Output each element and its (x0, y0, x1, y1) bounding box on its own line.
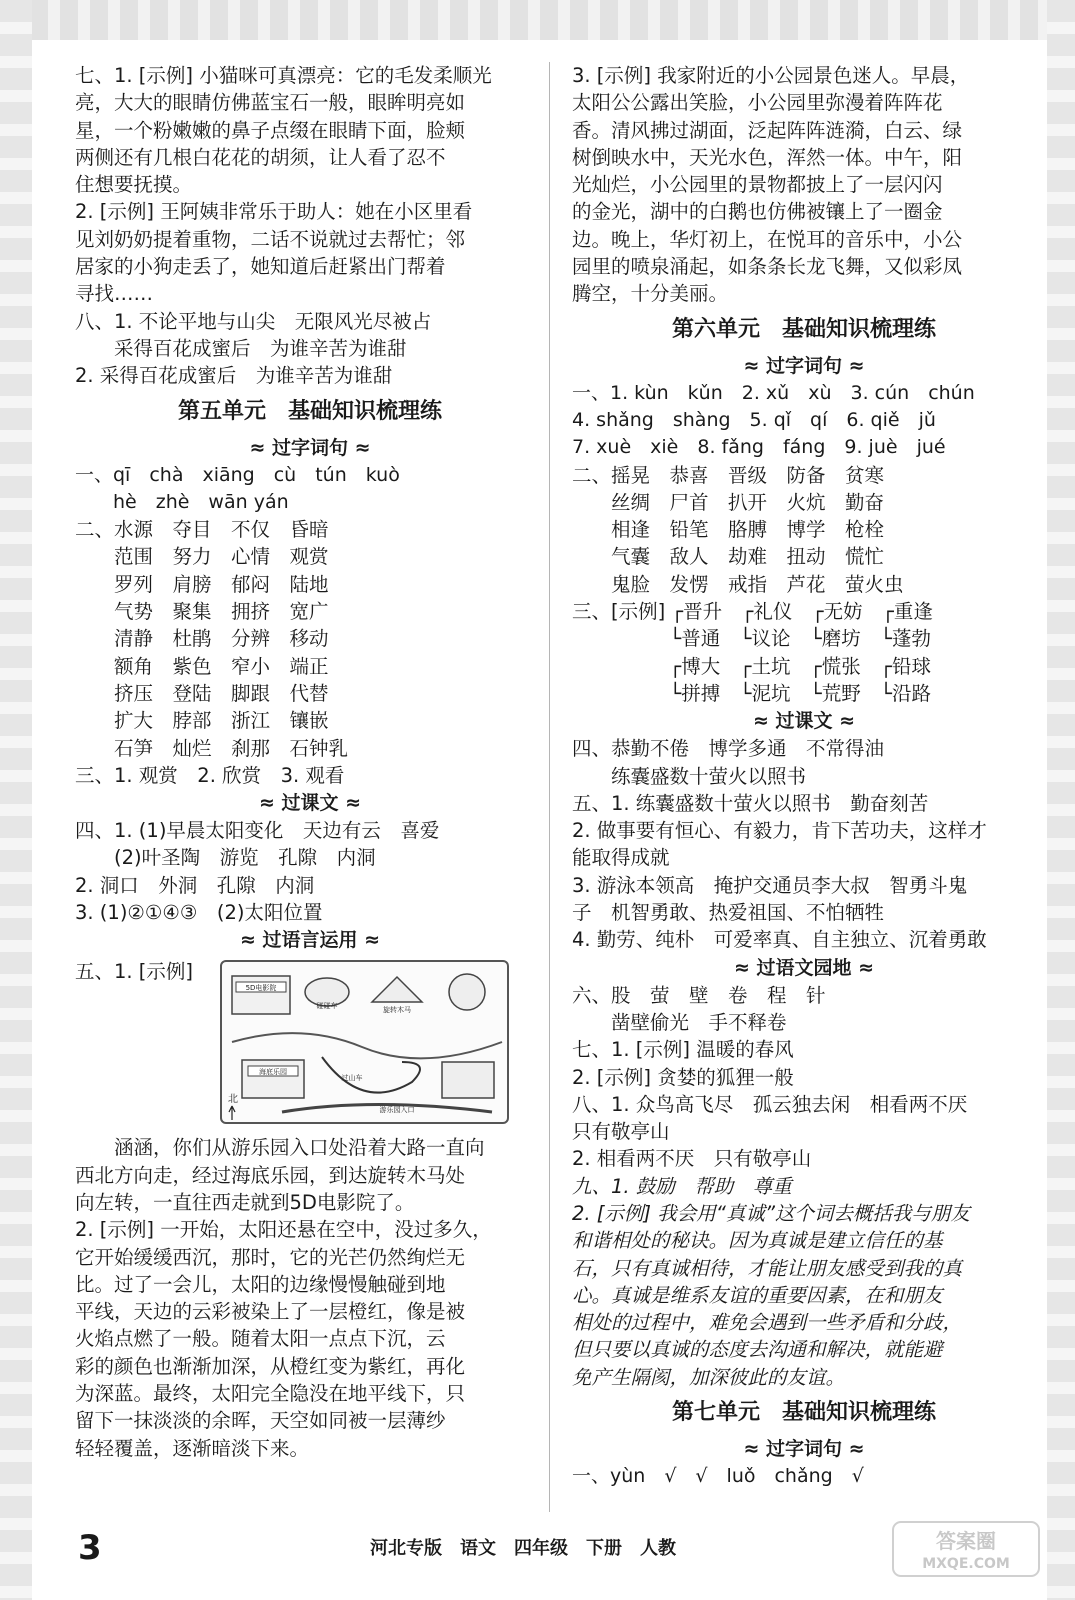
section-heading-text: ≈ 过课文 ≈ (752, 710, 856, 733)
text-line: 八、1. 众鸟高飞尽 孤云独去闲 相看两不厌 (572, 1092, 968, 1116)
column-divider (549, 62, 550, 1512)
text-line: 七、1. [示例] 温暖的春风 (572, 1038, 794, 1062)
text-line: 气势 聚集 拥挤 宽广 (75, 600, 329, 624)
text-line: 罗列 肩膀 郁闷 陆地 (75, 572, 329, 596)
text-line: 3. 游泳本领高 掩护交通员李大叔 智勇斗鬼 (572, 873, 968, 897)
text-line: 一、yùn √ √ luǒ chǎng √ (572, 1465, 864, 1488)
unit6-text (572, 735, 1036, 953)
text-line: 比。过了一会儿，太阳的边缘慢慢触碰到地 (75, 1272, 446, 1296)
page-border-right (1047, 0, 1075, 1600)
section-heading-words-7: ≈ 过字词句 ≈ (743, 1438, 865, 1461)
text-line: 额角 紫色 窄小 端正 (75, 654, 329, 678)
text-line: 扩大 脖部 浙江 镶嵌 (75, 709, 329, 733)
text-line: 2. 采得百花成蜜后 为谁辛苦为谁甜 (75, 364, 393, 388)
text-line: 2. [示例] 一开始，太阳还悬在空中，没过多久， (75, 1218, 492, 1242)
text-line: 二、摇晃 恭喜 晋级 防备 贫寒 (572, 463, 885, 487)
text-line: 平线，天边的云彩被染上了一层橙红，像是被 (75, 1300, 466, 1324)
text-line: 为深蓝。最终，太阳完全隐没在地平线下，只 (75, 1381, 466, 1405)
map-label-cinema: 5D电影院 (245, 984, 277, 993)
text-line: 留下一抹淡淡的余晖，天空如同被一层薄纱 (75, 1409, 446, 1433)
map-label-entrance: 游乐园入口 (379, 1106, 415, 1115)
map-drawing (222, 962, 507, 1122)
text-line: 树倒映水中，天光水色，浑然一体。中午，阳 (572, 145, 963, 169)
text-line: 凿壁偷光 手不释卷 (572, 1010, 787, 1034)
section-heading-words: ≈ 过字词句 ≈ (743, 354, 865, 377)
text-line: 住想要抚摸。 (75, 173, 193, 197)
text-line: 采得百花成蜜后 为谁辛苦为谁甜 (75, 336, 407, 360)
text-line: 亮，大大的眼睛仿佛蓝宝石一般，眼眸明亮如 (75, 91, 466, 115)
watermark-graphic (891, 1520, 1041, 1578)
svg-text:答案圈: 答案圈 (936, 1529, 996, 1553)
section-heading-garden: ≈ 过语文园地 ≈ (733, 956, 875, 979)
text-line: 八、1. 不论平地与山尖 无限风光尽被占 (75, 309, 432, 333)
text-line: 向左转，一直往西走就到5D电影院了。 (75, 1190, 415, 1214)
map-illustration (220, 960, 509, 1124)
text-line: 的金光，湖中的白鹅也仿佛被镶上了一圈金 (572, 200, 943, 224)
text-line: 4. 勤劳、纯朴 可爱率真、自主独立、沉着勇敢 (572, 928, 987, 952)
watermark-logo (891, 1520, 1041, 1578)
text-line: 九、1. 鼓励 帮助 尊重 (572, 1174, 792, 1198)
page-border-left (0, 0, 32, 1600)
text-line: 三、[示例] ┌晋升 ┌礼仪 ┌无妨 ┌重逢 (572, 600, 933, 624)
text-line: 和谐相处的秘诀。因为真诚是建立信任的基 (572, 1229, 943, 1253)
text-line: 腾空，十分美丽。 (572, 282, 729, 306)
text-line: 四、恭勤不倦 博学多通 不常得油 (572, 737, 885, 761)
answer-block-8 (75, 308, 545, 390)
text-line: 范围 努力 心情 观赏 (75, 545, 329, 569)
text-line: 一、qī chà xiāng cù tún kuò (75, 463, 400, 486)
text-line: 2. [示例] 贪婪的狐狸一般 (572, 1065, 794, 1089)
page-number: 3 (78, 1528, 102, 1568)
section-heading-language: ≈ 过语言运用 ≈ (239, 929, 381, 952)
text-line: 寻找…… (75, 282, 154, 306)
text-line: 丝绸 尸首 扒开 火炕 勤奋 (572, 490, 885, 514)
left-column (75, 62, 545, 1462)
text-line: 只有敬亭山 (572, 1120, 670, 1144)
text-line: 石，只有真诚相待，才能让朋友感受到我的真 (572, 1256, 963, 1280)
unit6-garden (572, 982, 1036, 1200)
map-label-coaster: 过山车 (341, 1074, 363, 1083)
text-line: 园里的喷泉涌起，如条条长龙飞舞，又似彩凤 (572, 255, 963, 279)
page-border-top (0, 0, 1075, 40)
unit5-title: 第五单元 基础知识梳理练 (177, 398, 442, 424)
map-question-label: 五、1. [示例] (75, 960, 194, 984)
svg-text:MXQE.COM: MXQE.COM (922, 1556, 1010, 1572)
text-line: 2. [示例] 王阿姨非常乐于助人：她在小区里看 (75, 200, 473, 224)
text-line: 香。清风拂过湖面，泛起阵阵涟漪，白云、绿 (572, 118, 963, 142)
text-line: 石笋 灿烂 刹那 石钟乳 (75, 736, 349, 760)
text-line: 光灿烂，小公园里的景物都披上了一层闪闪 (572, 173, 943, 197)
text-line: 能取得成就 (572, 846, 670, 870)
amusement-park-map (75, 958, 545, 1128)
text-line: 7. xuè xiè 8. fǎng fáng 9. juè jué (572, 436, 946, 459)
text-line: 免产生隔阂，加深彼此的友谊。 (572, 1365, 846, 1389)
text-line: 彩的颜色也渐渐加深，从橙红变为紫红，再化 (75, 1354, 466, 1378)
text-line: 2. 洞口 外洞 孔隙 内洞 (75, 873, 315, 897)
text-line: 鬼脸 发愣 戒指 芦花 萤火虫 (572, 572, 904, 596)
text-line: hè zhè wān yán (75, 490, 289, 513)
unit5-text (75, 817, 545, 926)
text-line: 两侧还有几根白花花的胡须，让人看了忍不 (75, 145, 446, 169)
unit5-language (75, 1134, 545, 1462)
text-line: 2. [示例] 我会用“真诚”这个词去概括我与朋友 (572, 1201, 970, 1225)
text-line: 七、1. [示例] 小猫咪可真漂亮：它的毛发柔顺光 (75, 64, 492, 87)
text-line: 太阳公公露出笑脸，小公园里弥漫着阵阵花 (572, 91, 943, 115)
right-column (572, 62, 1036, 1490)
text-line: 五、1. 练囊盛数十萤火以照书 勤奋刻苦 (572, 791, 929, 815)
text-line: 星，一个粉嫩嫩的鼻子点缀在眼睛下面，脸颊 (75, 118, 466, 142)
unit7-title: 第七单元 基础知识梳理练 (671, 1400, 936, 1426)
text-line: 涵涵，你们从游乐园入口处沿着大路一直向 (75, 1136, 485, 1160)
map-north-label: 北 (228, 1094, 238, 1106)
unit6-title: 第六单元 基础知识梳理练 (671, 316, 936, 342)
map-label-carousel: 旋转木马 (383, 1006, 411, 1015)
unit6-word-pairs (572, 598, 1036, 707)
section-heading-words: ≈ 过字词句 ≈ (249, 436, 371, 459)
text-line: 轻轻覆盖，逐渐暗淡下来。 (75, 1436, 310, 1460)
text-line: 心。真诚是维系友谊的重要因素，在和朋友 (572, 1283, 943, 1307)
map-label-bumper-cars: 碰碰车 (316, 1002, 338, 1011)
text-line: 居家的小狗走丢了，她知道后赶紧出门帮着 (75, 255, 446, 279)
text-line: 见刘奶奶提着重物，二话不说就过去帮忙；邻 (75, 227, 466, 251)
unit6-essay (572, 1200, 1036, 1391)
text-line: 相逢 铅笔 胳膊 博学 枪栓 (572, 518, 885, 542)
map-label-ocean: 海底乐园 (259, 1068, 287, 1077)
section-heading-text: ≈ 过课文 ≈ (258, 792, 362, 815)
text-line: (2)叶圣陶 游览 孔隙 内洞 (75, 846, 376, 870)
text-line: 3. (1)②①④③ (2)太阳位置 (75, 901, 323, 925)
text-line: 2. 相看两不厌 只有敬亭山 (572, 1147, 812, 1171)
text-line: 4. shǎng shàng 5. qǐ qí 6. qiě jǔ (572, 408, 936, 431)
text-line: 西北方向走，经过海底乐园，到达旋转木马处 (75, 1163, 466, 1187)
text-line: ┌博大 ┌土坑 ┌慌张 ┌铅球 (572, 654, 931, 678)
text-line: 子 机智勇敢、热爱祖国、不怕牺牲 (572, 901, 885, 925)
text-line: 三、1. 观赏 2. 欣赏 3. 观看 (75, 763, 345, 787)
text-line: 它开始缓缓西沉，那时，它的光芒仍然绚烂无 (75, 1245, 466, 1269)
text-line: └普通 └议论 └磨坊 └蓬勃 (572, 627, 931, 651)
text-line: 六、股 萤 壁 卷 程 针 (572, 983, 826, 1007)
unit5-words (75, 462, 545, 790)
north-arrow-icon (229, 1106, 235, 1120)
answer-block-3 (572, 62, 1036, 308)
text-line: 四、1. (1)早晨太阳变化 天边有云 喜爱 (75, 819, 440, 843)
text-line: 清静 杜鹃 分辨 移动 (75, 627, 329, 651)
text-line: 练囊盛数十萤火以照书 (572, 764, 807, 788)
text-line: 挤压 登陆 脚跟 代替 (75, 681, 329, 705)
text-line: └拼搏 └泥坑 └荒野 └沿路 (572, 681, 931, 705)
text-line: 2. 做事要有恒心、有毅力，肯下苦功夫，这样才 (572, 819, 987, 843)
text-line: 边。晚上，华灯初上，在悦耳的音乐中，小公 (572, 227, 963, 251)
text-line: 相处的过程中，难免会遇到一些矛盾和分歧， (572, 1311, 963, 1335)
footer-info: 河北专版 语文 四年级 下册 人教 (370, 1538, 676, 1559)
unit6-words (572, 380, 1036, 598)
text-line: 火焰点燃了一般。随着太阳一点点下沉，云 (75, 1327, 446, 1351)
text-line: 3. [示例] 我家附近的小公园景色迷人。早晨， (572, 64, 970, 87)
text-line: 二、水源 夺目 不仅 昏暗 (75, 518, 329, 542)
text-line: 但只要以真诚的态度去沟通和解决，就能避 (572, 1338, 943, 1362)
answer-block-7 (75, 62, 545, 308)
text-line: 一、1. kùn kǔn 2. xǔ xù 3. cún chún (572, 381, 975, 404)
text-line: 气囊 敌人 劫难 扭动 慌忙 (572, 545, 885, 569)
